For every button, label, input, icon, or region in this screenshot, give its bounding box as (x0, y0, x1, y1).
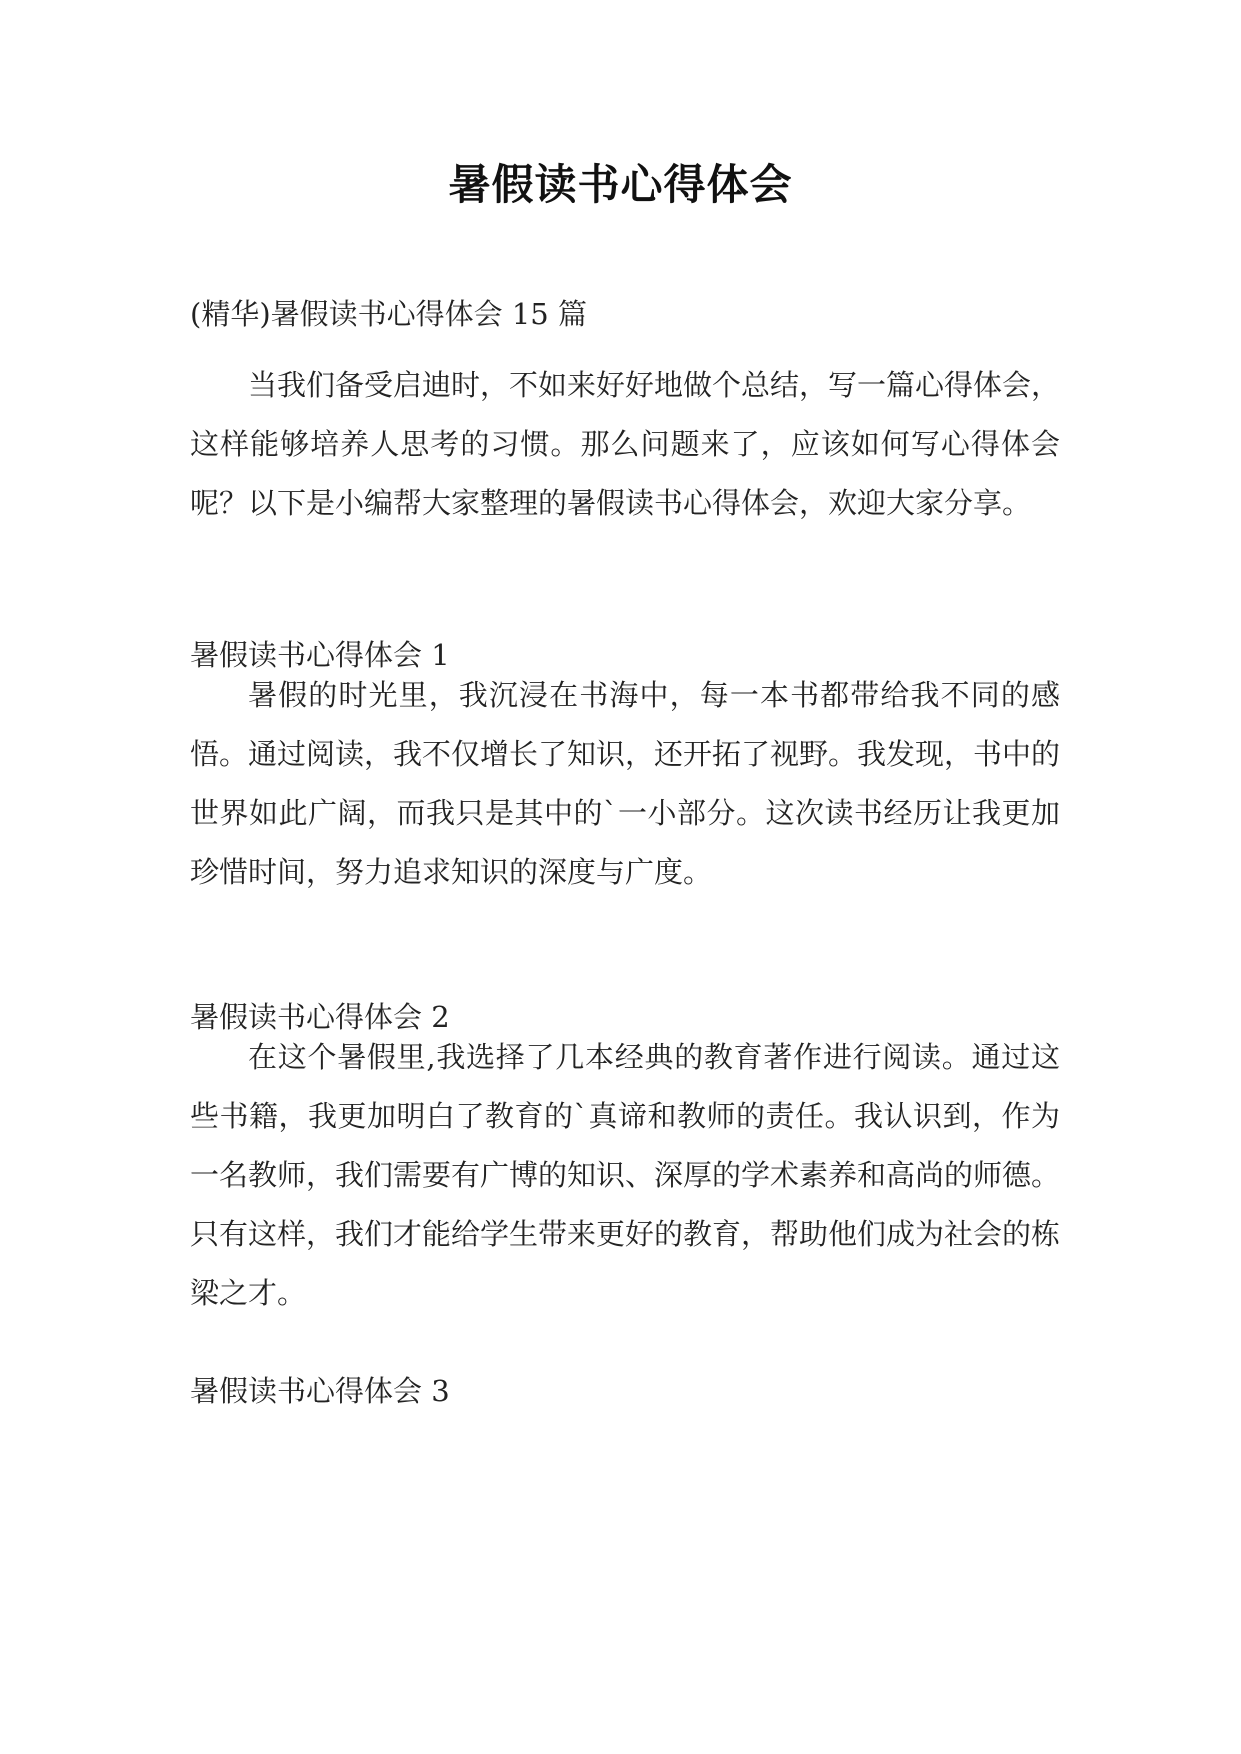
section-body-2: 在这个暑假里,我选择了几本经典的教育著作进行阅读。通过这些书籍，我更加明白了教育的`真谛和教师的责任。我认识到，作为一名教师，我们需要有广博的知识、深厚的学术素养和高尚的师德。只有这样，我们才能给学生带来更好的教育，帮助他们成为社会的栋梁之才。 (190, 1040, 1061, 1310)
document-title: 暑假读书心得体会 (448, 160, 793, 209)
section-heading-1: 暑假读书心得体会 1 (190, 638, 450, 672)
section-heading-2: 暑假读书心得体会 2 (190, 1000, 450, 1034)
intro-paragraph: 当我们备受启迪时，不如来好好地做个总结，写一篇心得体会，这样能够培养人思考的习惯。那么问题来了，应该如何写心得体会呢？以下是小编帮大家整理的暑假读书心得体会，欢迎大家分享。 (190, 368, 1061, 520)
section-body-1: 暑假的时光里，我沉浸在书海中，每一本书都带给我不同的感悟。通过阅读，我不仅增长了知识，还开拓了视野。我发现，书中的世界如此广阔，而我只是其中的`一小部分。这次读书经历让我更加珍惜时间，努力追求知识的深度与广度。 (190, 678, 1061, 889)
section-heading-3: 暑假读书心得体会 3 (190, 1374, 450, 1408)
document-subtitle: (精华)暑假读书心得体会 15 篇 (190, 297, 587, 331)
